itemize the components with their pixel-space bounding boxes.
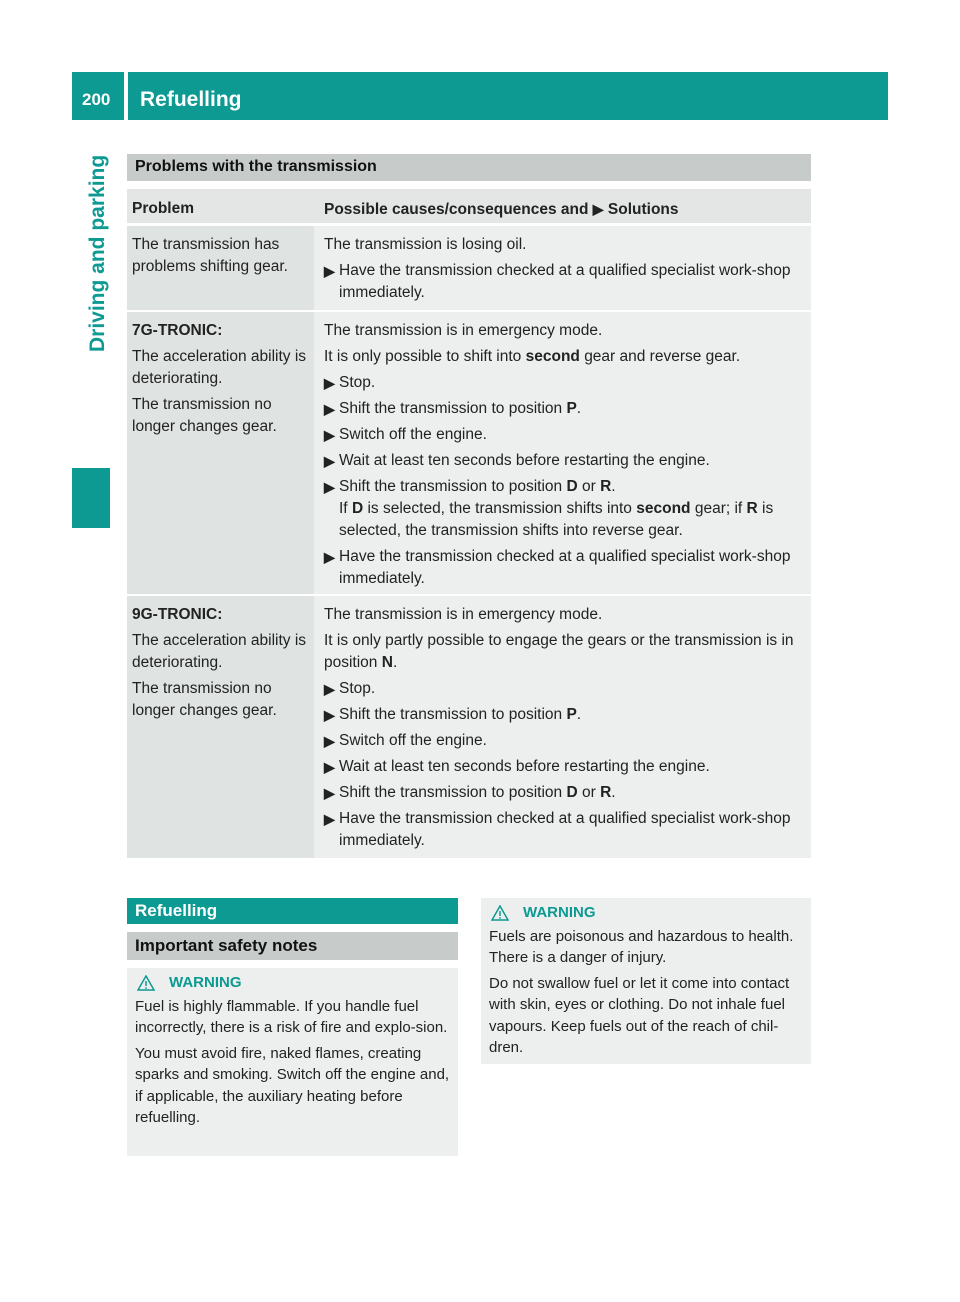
section-title: Refuelling	[135, 901, 218, 920]
warning-triangle-icon	[137, 975, 155, 991]
warning-text: Fuels are poisonous and hazardous to health. There is a danger of injury.	[489, 927, 794, 966]
table-row	[127, 226, 811, 310]
step-arrow-icon: ▶	[324, 427, 335, 443]
solution-step	[324, 260, 806, 304]
problem-text: The acceleration ability is deteriorating.	[132, 632, 307, 671]
warning-text: Fuel is highly flammable. If you handle fuel incorrectly, there is a risk of fire and explo-sion.	[135, 997, 448, 1036]
warning-header	[137, 972, 458, 994]
solution-step: ▶ Stop.	[324, 372, 806, 394]
problem-cell	[127, 312, 314, 594]
problem-heading: 7G-TRONIC:	[132, 322, 223, 339]
warning-header	[491, 902, 811, 924]
solution-step: ▶ Have the transmission checked at a qualified specialist work-shop immediately.	[324, 810, 791, 849]
step-arrow-icon: ▶	[324, 479, 335, 495]
section-title-bar	[127, 898, 458, 924]
table-title: Problems with the transmission	[135, 158, 377, 175]
col-solutions-text-b: Solutions	[607, 201, 679, 218]
step-arrow-icon: ▶	[324, 785, 335, 801]
step-arrow-icon: ▶	[324, 401, 335, 417]
cause-text: It is only partly possible to engage the gears or the transmission is in position N.	[324, 632, 794, 671]
step-arrow-icon: ▶	[324, 263, 335, 279]
cause-text: The transmission is in emergency mode.	[324, 606, 603, 623]
problem-text: The transmission no longer changes gear.	[132, 396, 277, 435]
header-cell-problem	[127, 189, 314, 223]
step-arrow-icon: ▶	[324, 453, 335, 469]
solution-step: ▶ Shift the transmission to position P.	[324, 704, 806, 726]
problem-cell	[127, 226, 314, 310]
col-solutions-label	[314, 189, 811, 221]
problem-text: The transmission no longer changes gear.	[132, 680, 277, 719]
solution-step: ▶ Shift the transmission to position P.	[324, 398, 806, 420]
subsection-title: Important safety notes	[135, 936, 318, 955]
problem-text: The acceleration ability is deteriorating.	[132, 348, 307, 387]
solution-step: ▶ Switch off the engine.	[324, 424, 806, 446]
side-tab-marker	[72, 468, 110, 528]
solution-step: ▶ Shift the transmission to position D or R. If D is selected, the transmission shifts into second gear; if R is selected, the transmission shifts into reverse gear.	[324, 478, 774, 539]
solution-step: ▶ Shift the transmission to position D or R.	[324, 782, 806, 804]
problem-cell	[127, 596, 314, 858]
col-solutions-text-a: Possible causes/consequences and	[324, 201, 589, 218]
table-row	[127, 596, 811, 858]
header-cell-solutions	[314, 189, 811, 223]
warning-box	[127, 968, 458, 1156]
cause-text: The transmission is in emergency mode.	[324, 322, 603, 339]
step-text: Have the transmission checked at a qualified specialist work-shop immediately.	[339, 262, 791, 301]
table-header-row	[127, 189, 811, 223]
problem-text: The transmission has problems shifting gear.	[132, 236, 288, 275]
step-arrow-icon: ▶	[592, 201, 604, 217]
col-problem-label: Problem	[132, 200, 195, 217]
subsection-title-bar	[127, 932, 458, 960]
step-arrow-icon: ▶	[324, 549, 335, 565]
solution-step: ▶ Wait at least ten seconds before restarting the engine.	[324, 450, 806, 472]
solution-cell	[314, 312, 811, 594]
warning-text: Do not swallow fuel or let it come into contact with skin, eyes or clothing. Do not inhale fuel vapours. Keep fuels out of the reach of chil-dren.	[489, 974, 790, 1056]
page-number: 200	[82, 90, 111, 109]
step-arrow-icon: ▶	[324, 707, 335, 723]
solution-cell	[314, 596, 811, 858]
step-arrow-icon: ▶	[324, 811, 335, 827]
solution-cell	[314, 226, 811, 310]
table-title-bar	[127, 154, 811, 181]
solution-step: ▶ Have the transmission checked at a qualified specialist work-shop immediately.	[324, 548, 791, 587]
step-arrow-icon: ▶	[324, 733, 335, 749]
warning-text: You must avoid fire, naked flames, creating sparks and smoking. Switch off the engine and, if applicable, the auxiliary heating before refuelling.	[135, 1044, 450, 1126]
step-arrow-icon: ▶	[324, 681, 335, 697]
cause-text: It is only possible to shift into second gear and reverse gear.	[324, 348, 741, 365]
step-arrow-icon: ▶	[324, 375, 335, 391]
side-tab-label: Driving and parking	[86, 154, 109, 352]
table-row	[127, 312, 811, 594]
warning-label: WARNING	[169, 974, 242, 991]
header-title: Refuelling	[140, 88, 242, 111]
solution-step: ▶ Stop.	[324, 678, 806, 700]
solution-step: ▶ Wait at least ten seconds before restarting the engine.	[324, 756, 806, 778]
solution-step: ▶ Switch off the engine.	[324, 730, 806, 752]
problem-heading: 9G-TRONIC:	[132, 606, 223, 623]
step-arrow-icon: ▶	[324, 759, 335, 775]
warning-label: WARNING	[523, 904, 596, 921]
warning-box	[481, 898, 811, 1064]
header-bar	[128, 72, 888, 120]
warning-triangle-icon	[491, 905, 509, 921]
cause-text: The transmission is losing oil.	[324, 236, 527, 253]
